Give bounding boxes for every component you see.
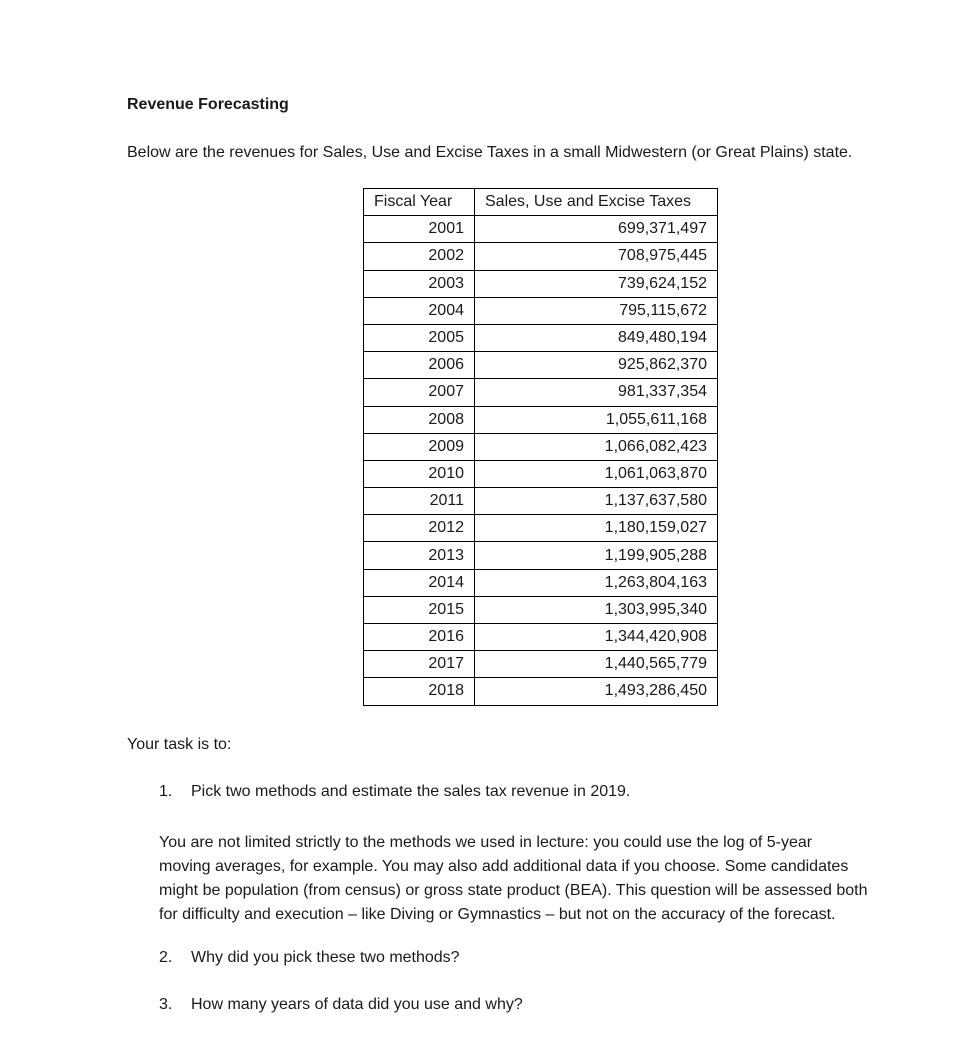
- table-row: [364, 352, 718, 379]
- task-item-2: [159, 949, 460, 967]
- revenue-cell: 1,055,611,168: [475, 406, 718, 433]
- revenue-cell: 699,371,497: [475, 216, 718, 243]
- table-row: [364, 297, 718, 324]
- table-row: [364, 379, 718, 406]
- revenue-table: [363, 188, 718, 706]
- note-line: moving averages, for example. You may also add additional data if you choose. Some candidates: [159, 858, 849, 875]
- fiscal-year-cell: 2018: [364, 678, 475, 705]
- table-row: [364, 678, 718, 705]
- fiscal-year-cell: 2016: [364, 624, 475, 651]
- fiscal-year-cell: 2010: [364, 460, 475, 487]
- fiscal-year-cell: 2002: [364, 243, 475, 270]
- revenue-cell: 1,137,637,580: [475, 488, 718, 515]
- item-text: Pick two methods and estimate the sales tax revenue in 2019.: [191, 783, 631, 800]
- fiscal-year-cell: 2009: [364, 433, 475, 460]
- fiscal-year-cell: 2004: [364, 297, 475, 324]
- fiscal-year-cell: 2008: [364, 406, 475, 433]
- table-row: [364, 651, 718, 678]
- revenue-cell: 1,493,286,450: [475, 678, 718, 705]
- item-text: Why did you pick these two methods?: [191, 949, 460, 966]
- revenue-cell: 981,337,354: [475, 379, 718, 406]
- table-row: [364, 488, 718, 515]
- revenue-cell: 1,061,063,870: [475, 460, 718, 487]
- task-item-3: [159, 996, 523, 1014]
- revenue-cell: 1,199,905,288: [475, 542, 718, 569]
- revenue-cell: 1,263,804,163: [475, 569, 718, 596]
- revenue-cell: 849,480,194: [475, 324, 718, 351]
- revenue-cell: 1,344,420,908: [475, 624, 718, 651]
- note-line: You are not limited strictly to the methods we used in lecture: you could use the log of 5-year: [159, 834, 813, 851]
- item-text: How many years of data did you use and why?: [191, 996, 523, 1013]
- table-row: [364, 406, 718, 433]
- revenue-cell: 1,440,565,779: [475, 651, 718, 678]
- fiscal-year-cell: 2003: [364, 270, 475, 297]
- fiscal-year-cell: 2006: [364, 352, 475, 379]
- fiscal-year-cell: 2005: [364, 324, 475, 351]
- item-number: 2.: [159, 949, 173, 966]
- table-row: [364, 596, 718, 623]
- revenue-cell: 1,066,082,423: [475, 433, 718, 460]
- table-row: [364, 270, 718, 297]
- revenue-cell: 1,303,995,340: [475, 596, 718, 623]
- revenue-cell: 795,115,672: [475, 297, 718, 324]
- task-item-1: [159, 783, 630, 801]
- fiscal-year-cell: 2001: [364, 216, 475, 243]
- table-row: [364, 324, 718, 351]
- table-row: [364, 433, 718, 460]
- header-sales-taxes: Sales, Use and Excise Taxes: [475, 189, 718, 216]
- item-number: 3.: [159, 996, 173, 1013]
- revenue-cell: 1,180,159,027: [475, 515, 718, 542]
- table-row: [364, 515, 718, 542]
- fiscal-year-cell: 2017: [364, 651, 475, 678]
- revenue-cell: 739,624,152: [475, 270, 718, 297]
- table-row: [364, 569, 718, 596]
- revenue-cell: 708,975,445: [475, 243, 718, 270]
- header-fiscal-year: Fiscal Year: [364, 189, 475, 216]
- fiscal-year-cell: 2014: [364, 569, 475, 596]
- table-row: [364, 624, 718, 651]
- note-line: might be population (from census) or gross state product (BEA). This question will be assessed both: [159, 882, 868, 899]
- fiscal-year-cell: 2015: [364, 596, 475, 623]
- fiscal-year-cell: 2011: [364, 488, 475, 515]
- document-title: Revenue Forecasting: [127, 96, 289, 113]
- table-header-row: [364, 189, 718, 216]
- revenue-cell: 925,862,370: [475, 352, 718, 379]
- task-intro: Your task is to:: [127, 736, 232, 753]
- table-row: [364, 243, 718, 270]
- note-line: for difficulty and execution – like Diving or Gymnastics – but not on the accuracy of the forecast.: [159, 906, 836, 923]
- note-paragraph: [159, 831, 959, 927]
- table-row: [364, 542, 718, 569]
- table-row: [364, 460, 718, 487]
- fiscal-year-cell: 2012: [364, 515, 475, 542]
- intro-paragraph: Below are the revenues for Sales, Use and Excise Taxes in a small Midwestern (or Great Plains) state.: [127, 144, 853, 161]
- fiscal-year-cell: 2007: [364, 379, 475, 406]
- fiscal-year-cell: 2013: [364, 542, 475, 569]
- item-number: 1.: [159, 783, 173, 800]
- table-row: [364, 216, 718, 243]
